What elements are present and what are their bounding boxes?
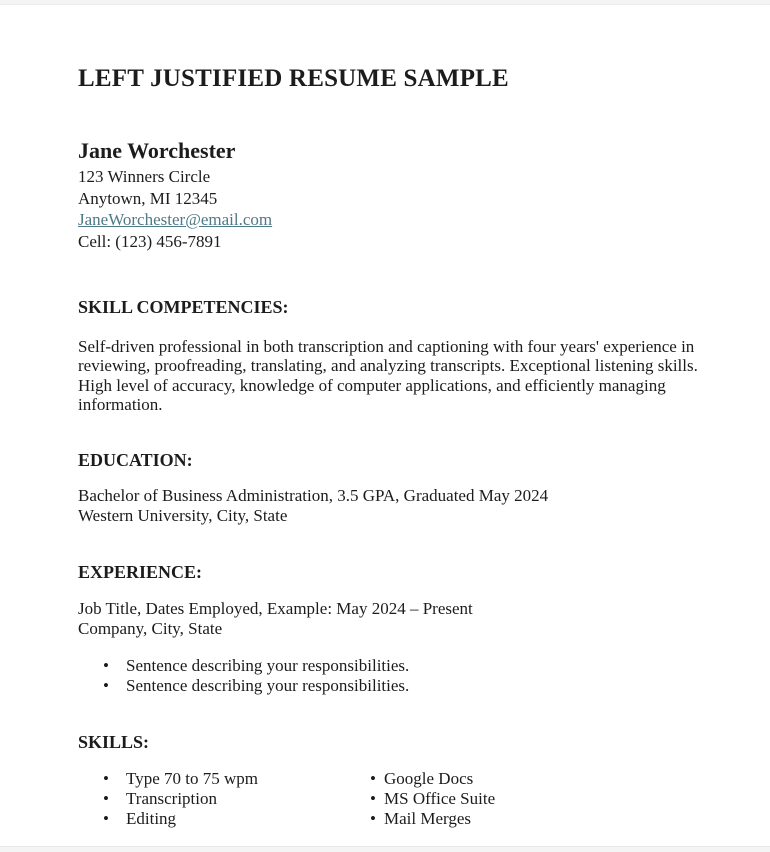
education-heading: EDUCATION: <box>78 450 193 471</box>
skills-heading: SKILLS: <box>78 732 150 753</box>
education-school-line: Western University, City, State <box>78 506 288 526</box>
skill-item <box>370 769 706 789</box>
bullet-icon: • <box>370 769 376 789</box>
contact-address-street: 123 Winners Circle <box>78 167 211 186</box>
skill-text: Transcription <box>126 789 217 809</box>
skill-text: MS Office Suite <box>384 789 496 809</box>
adjacent-page-edge-bottom <box>0 846 770 852</box>
experience-heading: EXPERIENCE: <box>78 562 203 583</box>
skill-item <box>78 769 370 789</box>
document-title: LEFT JUSTIFIED RESUME SAMPLE <box>78 65 509 92</box>
bullet-icon: • <box>370 809 376 829</box>
email-link[interactable]: JaneWorchester@email.com <box>78 210 273 229</box>
section-education <box>78 450 706 526</box>
skill-text: Mail Merges <box>384 809 472 829</box>
bullet-icon: • <box>103 656 109 676</box>
contact-block <box>78 139 706 252</box>
skills-column-left <box>78 769 370 829</box>
experience-bullet-list <box>78 656 706 695</box>
section-skills <box>78 732 706 829</box>
skill-item <box>78 789 370 809</box>
section-experience <box>78 562 706 695</box>
skill-text: Editing <box>126 809 177 829</box>
experience-bullet-text: Sentence describing your responsibilities. <box>126 656 410 676</box>
skill-item <box>370 789 706 809</box>
skills-column-right <box>370 769 706 829</box>
bullet-icon: • <box>370 789 376 809</box>
experience-job-line: Job Title, Dates Employed, Example: May 2024 – Present <box>78 599 473 619</box>
skill-competencies-heading: SKILL COMPETENCIES: <box>78 297 289 317</box>
bullet-icon: • <box>103 675 109 695</box>
bullet-icon: • <box>103 769 109 789</box>
contact-name: Jane Worchester <box>78 138 236 163</box>
contact-phone: Cell: (123) 456-7891 <box>78 231 222 251</box>
skill-competencies-summary: Self-driven professional in both transcription and captioning with four years' experience in reviewing, proofreading, translating, and analyzing transcripts. Exceptional listening skills. High level of accuracy, knowledge of computer applications, and efficiently managing information. <box>78 337 698 414</box>
bullet-icon: • <box>103 809 109 829</box>
section-skill-competencies <box>78 297 706 414</box>
bullet-icon: • <box>103 789 109 809</box>
skills-columns <box>78 769 706 829</box>
skill-item <box>370 809 706 829</box>
skill-text: Type 70 to 75 wpm <box>126 769 258 789</box>
experience-bullet-item <box>78 656 706 676</box>
skill-text: Google Docs <box>384 769 474 789</box>
skill-item <box>78 809 370 829</box>
contact-address-city: Anytown, MI 12345 <box>78 188 218 208</box>
experience-bullet-text: Sentence describing your responsibilities. <box>126 675 410 695</box>
education-degree-line: Bachelor of Business Administration, 3.5 GPA, Graduated May 2024 <box>78 486 549 506</box>
experience-bullet-item <box>78 676 706 696</box>
experience-company-line: Company, City, State <box>78 619 223 639</box>
